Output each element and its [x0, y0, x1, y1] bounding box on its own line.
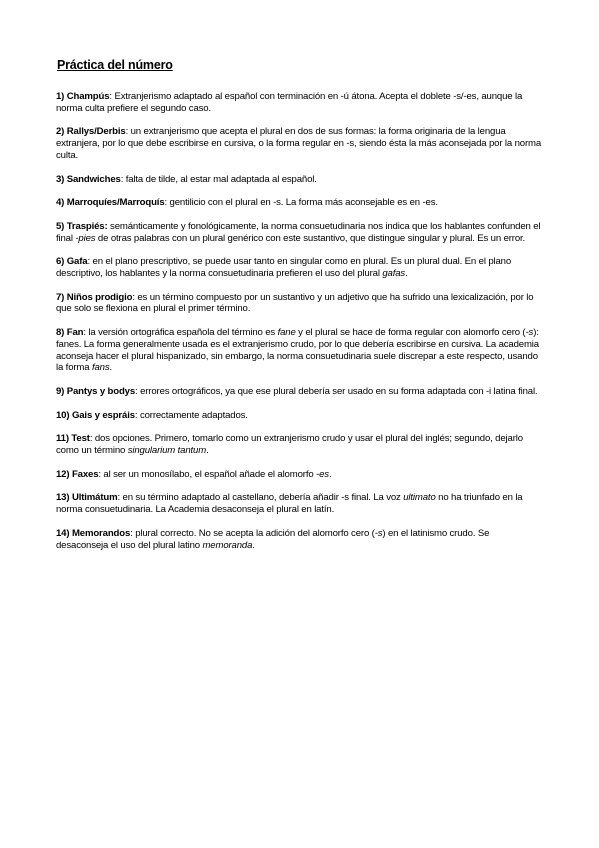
item-term: Ultimátum	[71, 492, 118, 504]
item-term: Sandwiches	[66, 173, 121, 185]
item-text: al ser un monosílabo, el español añade el alomorfo	[103, 468, 317, 480]
item-number: 9)	[56, 385, 67, 397]
exercise-item	[56, 221, 543, 244]
italic-term: fans	[91, 362, 110, 374]
item-term: Faxes	[71, 468, 99, 480]
item-text: correctamente adaptados.	[139, 409, 248, 421]
exercise-item	[56, 492, 543, 515]
item-text: gentilicio con el plural en -s. La forma más aconsejable es en -es.	[169, 197, 438, 209]
item-term: Memorandos	[71, 527, 131, 539]
item-separator: :	[135, 385, 141, 397]
exercise-item	[56, 197, 543, 209]
item-number: 4)	[56, 197, 67, 209]
italic-term: -pies	[75, 232, 96, 244]
item-separator: :	[98, 468, 104, 480]
item-text: .	[405, 268, 408, 280]
exercise-list	[56, 91, 543, 551]
item-text: dos opciones. Primero, tomarlo como un extranjerismo crudo y usar el plural del inglés; segundo, dejarlo como un término	[56, 433, 523, 457]
item-number: 11)	[56, 433, 72, 445]
item-text: la versión ortográfica española del término es	[88, 327, 278, 339]
exercise-heading	[56, 221, 108, 232]
item-separator: :	[130, 527, 136, 539]
exercise-item	[56, 528, 543, 551]
item-number: 7)	[56, 291, 67, 303]
exercise-heading	[56, 256, 87, 267]
item-separator: :	[120, 173, 126, 185]
item-separator: :	[109, 91, 115, 102]
item-text: ) en el latinismo crudo. Se desaconseja el uso del plural latino	[56, 527, 490, 551]
exercise-item	[56, 256, 543, 279]
item-text: semánticamente y fonológicamente, la norma consuetudinaria nos indica que los hablantes confunden el final	[56, 220, 541, 244]
item-text: de otras palabras con un plural genérico con este sustantivo, que distingue singular y plural. Es un error.	[95, 232, 526, 244]
item-text: errores ortográficos, ya que ese plural debería ser usado en su forma adaptada con -i latina final.	[140, 385, 538, 397]
italic-term: ultimato	[403, 492, 436, 504]
italic-term: -es	[316, 468, 329, 480]
item-number: 13)	[56, 492, 72, 504]
item-term: Traspiés:	[66, 220, 108, 232]
item-text: .	[206, 445, 209, 457]
item-number: 2)	[56, 126, 67, 138]
exercise-item	[56, 91, 543, 114]
italic-term: fane	[277, 327, 296, 339]
item-separator: :	[132, 291, 138, 303]
exercise-heading	[56, 492, 118, 503]
exercise-item	[56, 126, 543, 161]
italic-term: -s	[525, 327, 534, 339]
italic-term: -s	[374, 527, 383, 539]
exercise-heading	[56, 91, 109, 102]
item-text: en su término adaptado al castellano, debería añadir -s final. La voz	[122, 492, 404, 504]
exercise-item	[56, 410, 543, 422]
exercise-heading	[56, 197, 165, 208]
item-number: 8)	[56, 327, 67, 339]
item-term: Rallys/Derbis	[66, 126, 126, 138]
item-text: plural correcto. No se acepta la adición del alomorfo cero (	[135, 527, 375, 539]
exercise-item	[56, 327, 543, 374]
item-separator: :	[125, 126, 131, 138]
item-number: 1)	[56, 91, 67, 102]
exercise-heading	[56, 292, 132, 303]
exercise-heading	[56, 126, 126, 137]
exercise-item	[56, 469, 543, 481]
item-text: .	[328, 468, 332, 480]
item-separator: :	[134, 409, 140, 421]
item-term: Test	[71, 433, 90, 445]
exercise-heading	[56, 410, 135, 421]
item-text: en el plano prescriptivo, se puede usar tanto en singular como en plural. Es un plural dual. En el plano descriptivo, los hablantes y la norma consuetudinaria prefieren el uso del plural	[56, 256, 512, 280]
item-text: ): fanes. La forma generalmente usada es el extranjerismo crudo, por lo que debería escribirse en cursiva. La academia aconseja hacer el plural hispanizado, sin embargo, la norma consuetudinaria suele discrepar a este respecto, usando la forma	[56, 327, 539, 374]
exercise-item	[56, 386, 543, 398]
item-term: Marroquíes/Marroquís	[66, 197, 165, 209]
italic-term: gafas	[382, 268, 406, 280]
item-text: un extranjerismo que acepta el plural en dos de sus formas: la forma originaria de la lengua extranjera, por lo que debe escribirse en cursiva, o la forma regular en -s, siendo ésta la más aconsejada por la norma culta.	[56, 126, 542, 161]
item-number: 5)	[56, 220, 67, 232]
item-term: Fan	[66, 327, 84, 339]
item-separator: :	[83, 327, 89, 339]
item-text: .	[252, 539, 255, 551]
exercise-heading	[56, 174, 121, 185]
item-text: no ha triunfado en la norma consuetudinaria. La Academia desaconseja el plural en latín.	[56, 492, 523, 516]
exercise-heading	[56, 327, 83, 338]
document-title: Práctica del número	[57, 58, 173, 72]
item-term: Gais y espráis	[71, 409, 135, 421]
item-term: Pantys y bodys	[66, 385, 136, 397]
item-number: 14)	[56, 527, 72, 539]
item-text: y el plural se hace de forma regular con alomorfo cero (	[295, 327, 526, 339]
exercise-heading	[56, 386, 135, 397]
item-term: Gafa	[66, 256, 88, 268]
item-number: 10)	[56, 409, 72, 421]
item-term: Champús	[66, 91, 110, 102]
italic-term: singularium tantum	[127, 445, 207, 457]
exercise-item	[56, 292, 543, 315]
item-text: falta de tilde, al estar mal adaptada al español.	[125, 173, 317, 185]
item-separator: :	[117, 492, 123, 504]
exercise-item	[56, 433, 543, 456]
item-separator: :	[89, 433, 95, 445]
item-number: 12)	[56, 468, 72, 480]
exercise-heading	[56, 528, 130, 539]
italic-term: memoranda	[202, 539, 253, 551]
item-number: 3)	[56, 173, 67, 185]
exercise-heading	[56, 469, 98, 480]
item-term: Niños prodigio	[66, 291, 133, 303]
exercise-heading	[56, 433, 90, 444]
item-separator: :	[164, 197, 170, 209]
item-text: Extranjerismo adaptado al español con terminación en -ú átona. Acepta el doblete -s/-es, aunque la norma culta prefiere el segundo caso.	[56, 91, 523, 114]
exercise-item	[56, 174, 543, 186]
item-text: .	[109, 362, 113, 374]
item-number: 6)	[56, 256, 67, 268]
item-text: es un término compuesto por un sustantivo y un adjetivo que ha sufrido una lexicalización, por lo que solo se flexiona en plural el primer término.	[56, 291, 534, 315]
item-separator: :	[87, 256, 93, 268]
